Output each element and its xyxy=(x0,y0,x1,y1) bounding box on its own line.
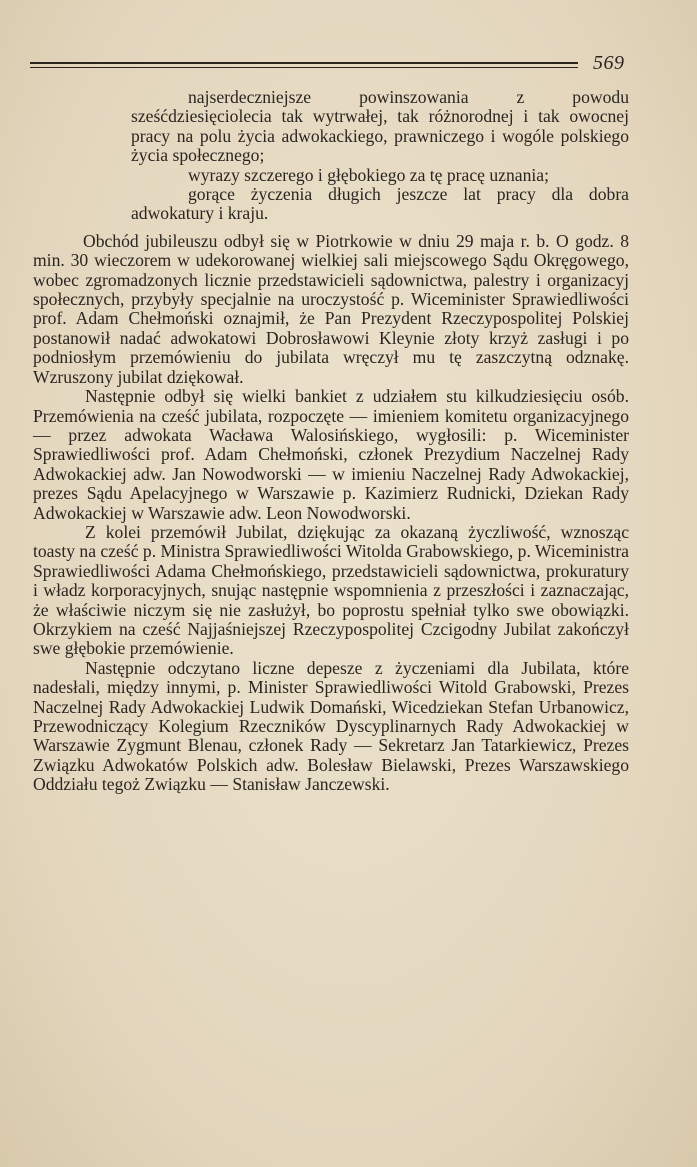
paragraph-telegrams: Następnie odczytano liczne depesze z życzeniami dla Jubilata, które nadesłali, między innymi, p. Minister Sprawiedliwości Witold Grabowski, Prezes Naczelnej Rady Adwokackiej Ludwik Domański, Wicedziekan Stefan Urbanowicz, Przewodniczący Kolegium Rzeczników Dyscyplinarnych Rady Adwokackiej w Warszawie Zygmunt Blenau, członek Rady — Sekretarz Jan Tatarkiewicz, Prezes Związku Adwokatów Polskich adw. Bolesław Bielawski, Prezes Warszawskiego Oddziału tegoż Związku — Stanisław Janczewski. xyxy=(33,657,629,795)
paragraph-ceremony: Obchód jubileuszu odbył się w Piotrkowie w dniu 29 maja r. b. O godz. 8 min. 30 wieczorem w udekorowanej wielkiej sali miejscowego Sądu Okręgowego, wobec zgromadzonych licznie przedstawicieli sądownictwa, palestry i organizacyj społecznych, przybyły specjalnie na uroczystość p. Wiceminister Sprawiedliwości prof. Adam Chełmoński oznajmił, że Pan Prezydent Rzeczypospolitej Polskiej postanowił nadać adwokatowi Dobrosławowi Kleynie złoty krzyż zasługi i po podniosłym przemówieniu do jubilata wręczył mu tę zaszczytną odznakę. Wzruszony jubilat dziękował. xyxy=(33,230,629,387)
paragraph-banquet: Następnie odbył się wielki bankiet z udziałem stu kilkudziesięciu osób. Przemówienia na cześć jubilata, rozpoczęte — imieniem komitetu organizacyjnego — przez adwokata Wacława Walosińskiego, wygłosili: p. Wiceminister Sprawiedliwości prof. Adam Chełmoński, członek Prezydium Naczelnej Rady Adwokackiej adw. Jan Nowodworski — w imieniu Naczelnej Rady Adwokackiej, prezes Sądu Apelacyjnego w Warszawie p. Kazimierz Rudnicki, Dziekan Rady Adwokackiej w Warszawie adw. Leon Nowodworski. xyxy=(33,386,629,523)
quote-line: gorące życzenia długich jeszcze lat pracy dla dobra adwokatury i kraju. xyxy=(131,184,629,224)
page-number: 569 xyxy=(593,52,625,74)
header-rule-thin xyxy=(30,67,578,68)
quote-line: wyrazy szczerego i głębokiego za tę pracę uznania; xyxy=(188,164,549,185)
congratulation-quote xyxy=(131,88,629,224)
header-rule xyxy=(30,62,578,64)
paragraph-jubilarian-speech: Z kolei przemówił Jubilat, dziękując za okazaną życzliwość, wznosząc toasty na cześć p. Ministra Sprawiedliwości Witolda Grabowskiego, p. Wiceministra Sprawiedliwości Adama Chełmońskiego, przedstawicieli sądownictwa, prokuratury i władz korporacyjnych, snując następnie wspomnienia z przeszłości i zaznaczając, że właściwie niczym się nie zasłużył, bo poprostu spełniał tylko swe obowiązki. Okrzykiem na cześć Najjaśniejszej Rzeczypospolitej Czcigodny Jubilat zakończył swe głębokie przemówienie. xyxy=(33,521,629,659)
page-header xyxy=(30,52,630,76)
quote-line: najserdeczniejsze powinszowania z powodu sześćdziesięciolecia tak wytrwałej, tak różnorodnej i tak owocnej pracy na polu życia adwokackiego, prawniczego i wogóle polskiego życia społecznego; xyxy=(131,87,629,166)
page-content xyxy=(33,88,629,795)
